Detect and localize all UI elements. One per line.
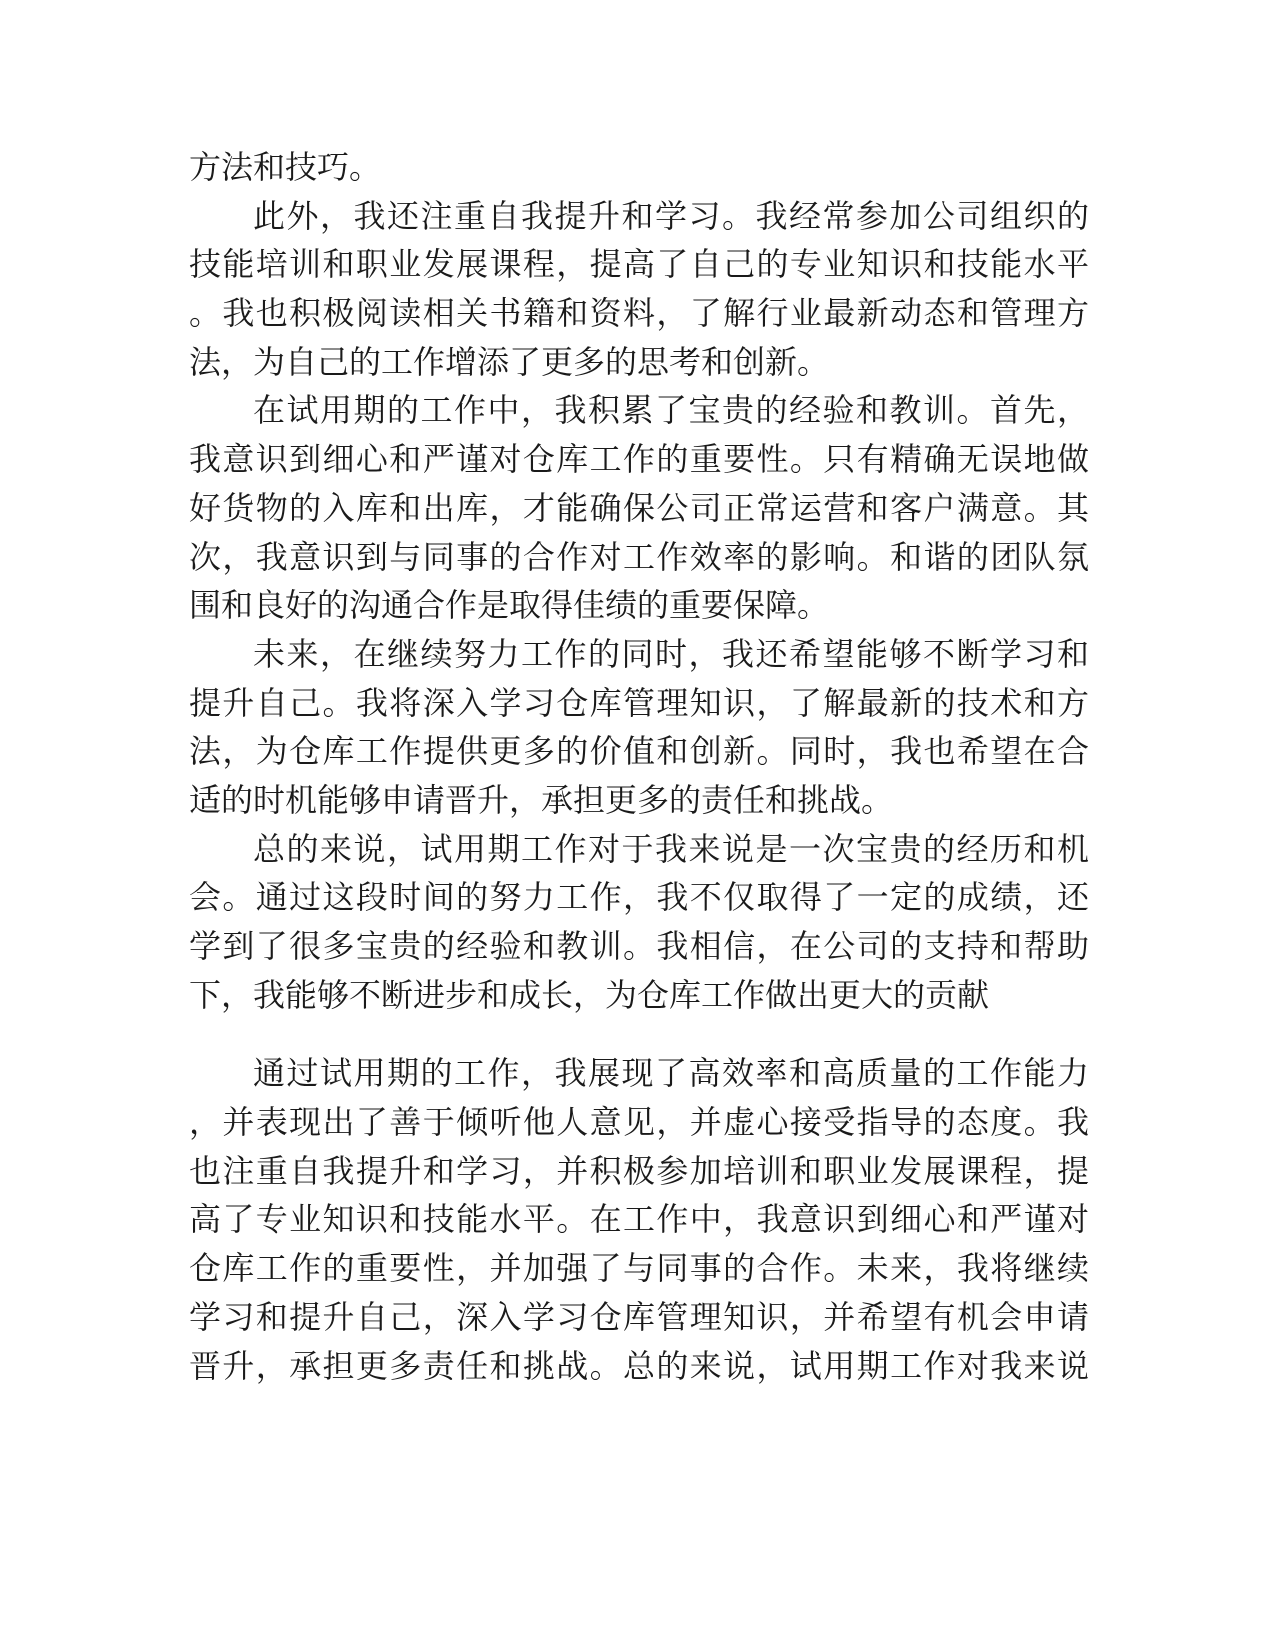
text-line: 适的时机能够申请晋升，承担更多的责任和挑战。 xyxy=(189,780,894,819)
text-line: 围和良好的沟通合作是取得佳绩的重要保障。 xyxy=(189,586,830,625)
text-line: 此外，我还注重自我提升和学习。我经常参加公司组织的 xyxy=(253,196,1089,235)
text-line: 通过试用期的工作，我展现了高效率和高质量的工作能力 xyxy=(253,1054,1089,1093)
text-line: 未来，在继续努力工作的同时，我还希望能够不断学习和 xyxy=(253,634,1089,673)
text-line: 在试用期的工作中，我积累了宝贵的经验和教训。首先， xyxy=(253,391,1089,430)
text-line: 高了专业知识和技能水平。在工作中，我意识到细心和严谨对 xyxy=(189,1200,1089,1239)
text-line: ，并表现出了善于倾听他人意见，并虚心接受指导的态度。我 xyxy=(189,1103,1089,1142)
text-line: 好货物的入库和出库，才能确保公司正常运营和客户满意。其 xyxy=(189,488,1089,527)
paragraph-gap xyxy=(189,1019,1089,1049)
text-line: 提升自己。我将深入学习仓库管理知识，了解最新的技术和方 xyxy=(189,683,1089,722)
text-line: 下，我能够不断进步和成长，为仓库工作做出更大的贡献 xyxy=(189,975,990,1014)
text-line: 我意识到细心和严谨对仓库工作的重要性。只有精确无误地做 xyxy=(189,440,1089,479)
paragraph xyxy=(189,143,1089,192)
text-line: 学到了很多宝贵的经验和教训。我相信，在公司的支持和帮助 xyxy=(189,927,1089,965)
document-body xyxy=(189,143,1089,1390)
paragraph xyxy=(189,1049,1089,1390)
paragraph xyxy=(189,192,1089,387)
text-line: 学习和提升自己，深入学习仓库管理知识，并希望有机会申请 xyxy=(189,1297,1089,1336)
text-line: 技能培训和职业发展课程，提高了自己的专业知识和技能水平 xyxy=(189,245,1089,284)
text-line: 方法和技巧。 xyxy=(189,148,382,186)
paragraph xyxy=(189,386,1089,629)
text-line: 仓库工作的重要性，并加强了与同事的合作。未来，我将继续 xyxy=(189,1249,1089,1288)
text-line: 晋升，承担更多责任和挑战。总的来说，试用期工作对我来说 xyxy=(189,1346,1089,1385)
text-line: 法，为仓库工作提供更多的价值和创新。同时，我也希望在合 xyxy=(189,732,1089,771)
text-line: 。我也积极阅读相关书籍和资料，了解行业最新动态和管理方 xyxy=(189,294,1089,333)
text-line: 总的来说，试用期工作对于我来说是一次宝贵的经历和机 xyxy=(253,829,1089,868)
text-line: 法，为自己的工作增添了更多的思考和创新。 xyxy=(189,342,830,381)
paragraph xyxy=(189,630,1089,825)
text-line: 会。通过这段时间的努力工作，我不仅取得了一定的成绩，还 xyxy=(189,878,1089,917)
text-line: 也注重自我提升和学习，并积极参加培训和职业发展课程，提 xyxy=(189,1151,1089,1190)
paragraph xyxy=(189,825,1089,1020)
text-line: 次，我意识到与同事的合作对工作效率的影响。和谐的团队氛 xyxy=(189,537,1089,576)
